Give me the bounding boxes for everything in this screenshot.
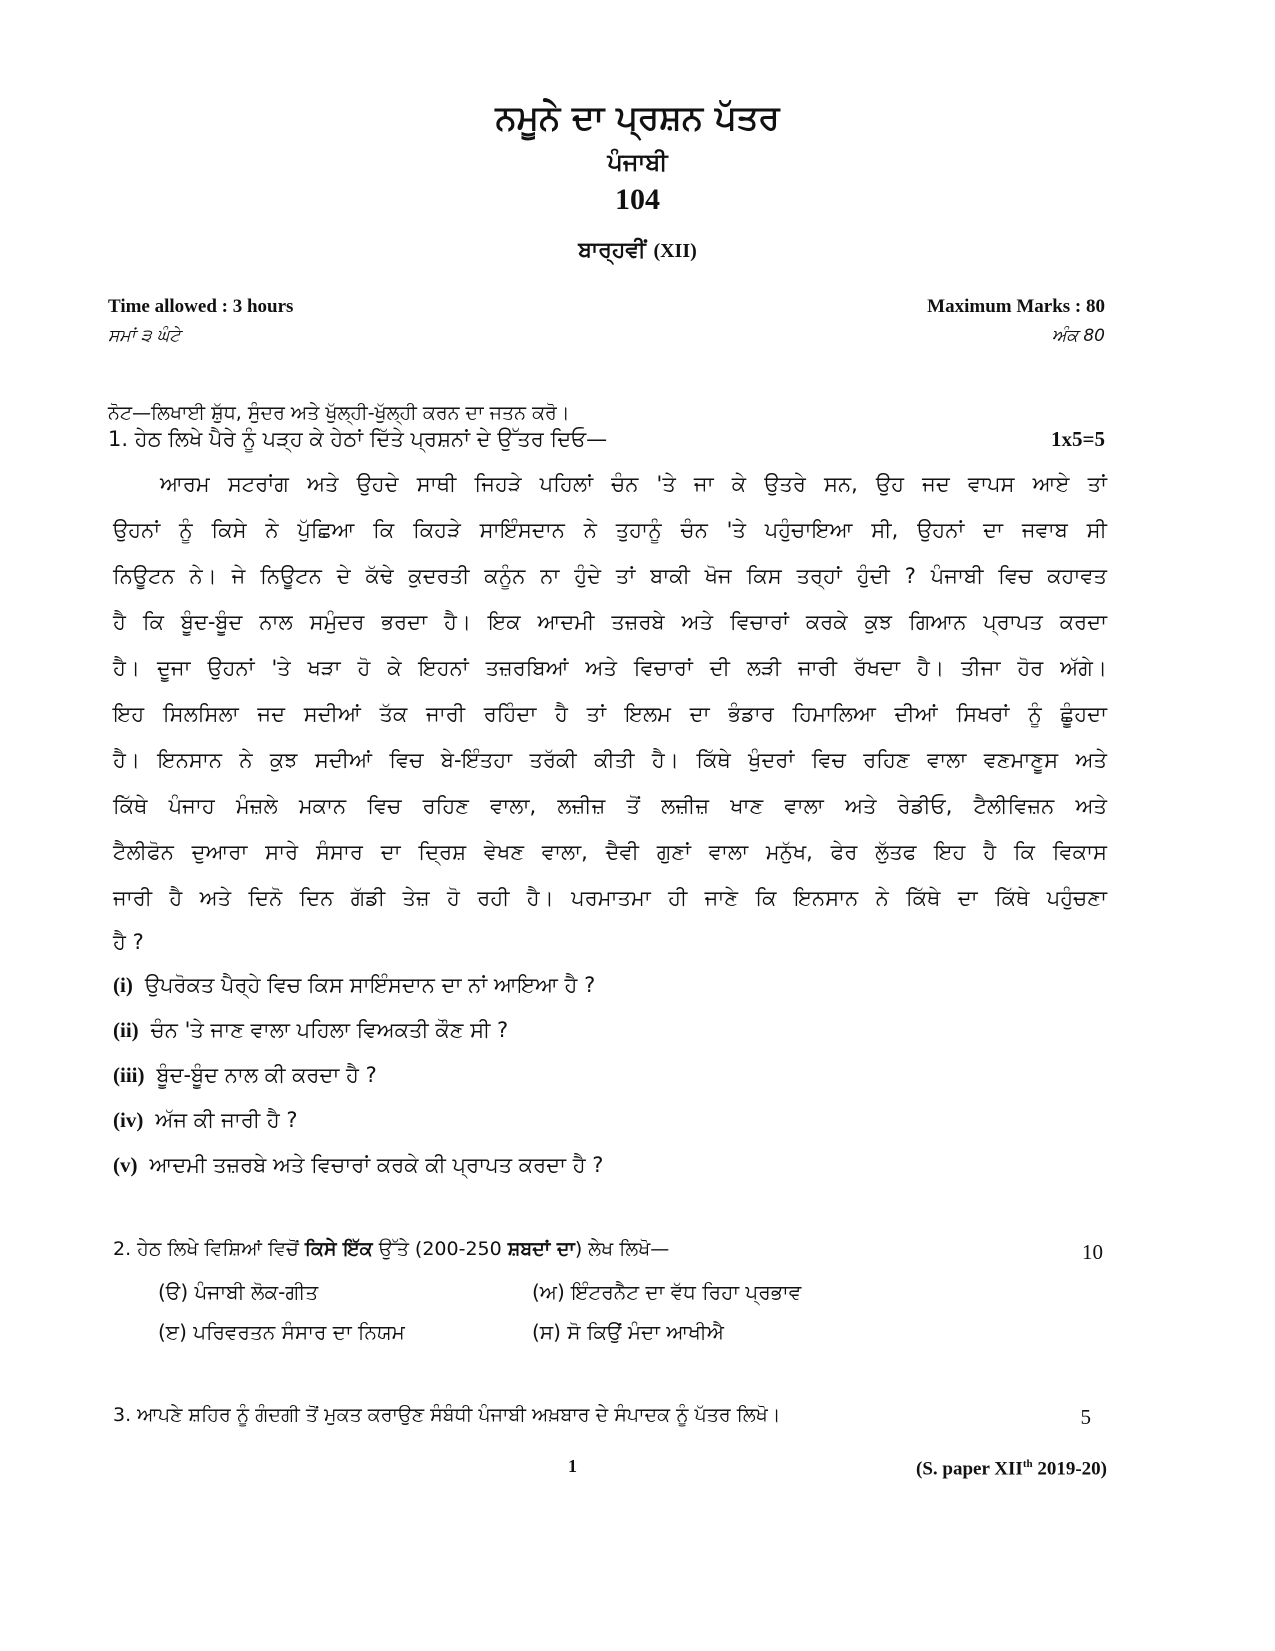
sub-question-number: (ii) bbox=[113, 1018, 139, 1042]
question-2-text: 2. ਹੇਠ ਲਿਖੇ ਵਿਸ਼ਿਆਂ ਵਿਚੋਂ bbox=[113, 1238, 305, 1260]
sub-question-number: (v) bbox=[113, 1153, 138, 1177]
question-1: 1. ਹੇਠ ਲਿਖੇ ਪੈਰੇ ਨੂੰ ਪੜ੍ਹ ਕੇ ਹੇਠਾਂ ਦਿੱਤੇ ਪ੍ਰਸ਼ਨਾਂ ਦੇ ਉੱਤਰ ਦਿਓ— bbox=[108, 427, 608, 451]
question-2-emphasis: ਕਿਸੇ ਇੱਕ bbox=[304, 1238, 373, 1260]
sub-question-text: ਅੱਜ ਕੀ ਜਾਰੀ ਹੈ ? bbox=[155, 1108, 298, 1132]
class-roman: (XII) bbox=[653, 240, 697, 262]
question-2-marks: 10 bbox=[1082, 1240, 1103, 1264]
page-title: ਨਮੂਨੇ ਦਾ ਪ੍ਰਸ਼ਨ ਪੱਤਰ bbox=[495, 98, 780, 138]
time-allowed-pa: ਸਮਾਂ ੩ ਘੰਟੇ bbox=[108, 326, 181, 346]
sub-question-number: (i) bbox=[113, 973, 133, 997]
subject-name: ਪੰਜਾਬੀ bbox=[607, 148, 668, 176]
question-3-marks: 5 bbox=[1080, 1405, 1091, 1429]
essay-option: (ੲ) ਪਰਿਵਰਤਨ ਸੰਸਾਰ ਦਾ ਨਿਯਮ bbox=[158, 1320, 405, 1344]
note: ਨੋਟ—ਲਿਖਾਈ ਸ਼ੁੱਧ, ਸੁੰਦਰ ਅਤੇ ਖੁੱਲ੍ਹੀ-ਖੁੱਲ੍ਹੀ ਕਰਨ ਦਾ ਜਤਨ ਕਰੋ। bbox=[108, 402, 570, 424]
essay-option: (ਸ) ਸੋ ਕਿਉਂ ਮੰਦਾ ਆਖੀਐ bbox=[532, 1320, 724, 1344]
passage-line: ਉਹਨਾਂ ਨੂੰ ਕਿਸੇ ਨੇ ਪੁੱਛਿਆ ਕਿ ਕਿਹੜੇ ਸਾਇੰਸਦਾਨ ਨੇ ਤੁਹਾਨੂੰ ਚੰਨ 'ਤੇ ਪਹੁੰਚਾਇਆ ਸੀ, ਉਹਨਾਂ ਦਾ ਜਵਾਬ ਸੀ bbox=[113, 518, 1107, 542]
paper-label-year: 2019-20) bbox=[1032, 1458, 1107, 1480]
passage-line: ਹੈ ? bbox=[113, 930, 144, 954]
question-2-text: ) ਲੇਖ ਲਿਖੋ— bbox=[574, 1238, 670, 1260]
sub-question-text: ਬੂੰਦ-ਬੂੰਦ ਨਾਲ ਕੀ ਕਰਦਾ ਹੈ ? bbox=[156, 1063, 377, 1087]
passage-line: ਟੈਲੀਫੋਨ ਦੁਆਰਾ ਸਾਰੇ ਸੰਸਾਰ ਦਾ ਦ੍ਰਿਸ਼ ਵੇਖਣ ਵਾਲਾ, ਦੈਵੀ ਗੁਣਾਂ ਵਾਲਾ ਮਨੁੱਖ, ਫੇਰ ਲੁੱਤਫ ਇਹ ਹੈ ਕਿ ਵਿਕਾਸ bbox=[113, 840, 1107, 864]
max-marks-pa: ਅੰਕ 80 bbox=[1051, 326, 1105, 346]
sub-question-text: ਆਦਮੀ ਤਜ਼ਰਬੇ ਅਤੇ ਵਿਚਾਰਾਂ ਕਰਕੇ ਕੀ ਪ੍ਰਾਪਤ ਕਰਦਾ ਹੈ ? bbox=[149, 1153, 604, 1177]
class-label bbox=[0, 238, 1275, 263]
passage-line: ਆਰਮ ਸਟਰਾਂਗ ਅਤੇ ਉਹਦੇ ਸਾਥੀ ਜਿਹੜੇ ਪਹਿਲਾਂ ਚੰਨ 'ਤੇ ਜਾ ਕੇ ਉਤਰੇ ਸਨ, ਉਹ ਜਦ ਵਾਪਸ ਆਏ ਤਾਂ bbox=[160, 472, 1107, 496]
paper-label-text: (S. paper XII bbox=[916, 1458, 1023, 1480]
passage-line: ਨਿਊਟਨ ਨੇ। ਜੇ ਨਿਊਟਨ ਦੇ ਕੱਢੇ ਕੁਦਰਤੀ ਕਨੂੰਨ ਨਾ ਹੁੰਦੇ ਤਾਂ ਬਾਕੀ ਖੋਜ ਕਿਸ ਤਰ੍ਹਾਂ ਹੁੰਦੀ ? ਪੰਜਾਬੀ ਵਿਚ ਕਹਾਵਤ bbox=[113, 564, 1107, 588]
passage-line: ਹੈ ਕਿ ਬੂੰਦ-ਬੂੰਦ ਨਾਲ ਸਮੁੰਦਰ ਭਰਦਾ ਹੈ। ਇਕ ਆਦਮੀ ਤਜ਼ਰਬੇ ਅਤੇ ਵਿਚਾਰਾਂ ਕਰਕੇ ਕੁਝ ਗਿਆਨ ਪ੍ਰਾਪਤ ਕਰਦਾ bbox=[113, 610, 1107, 634]
passage-line: ਹੈ। ਇਨਸਾਨ ਨੇ ਕੁਝ ਸਦੀਆਂ ਵਿਚ ਬੇ-ਇੰਤਹਾ ਤਰੱਕੀ ਕੀਤੀ ਹੈ। ਕਿੱਥੇ ਖੁੰਦਰਾਂ ਵਿਚ ਰਹਿਣ ਵਾਲਾ ਵਣਮਾਣੂਸ ਅਤੇ bbox=[113, 748, 1107, 772]
question-3: 3. ਆਪਣੇ ਸ਼ਹਿਰ ਨੂੰ ਗੰਦਗੀ ਤੋਂ ਮੁਕਤ ਕਰਾਉਣ ਸੰਬੰਧੀ ਪੰਜਾਬੀ ਅਖ਼ਬਾਰ ਦੇ ਸੰਪਾਦਕ ਨੂੰ ਪੱਤਰ ਲਿਖੋ। bbox=[113, 1404, 781, 1426]
time-allowed: Time allowed : 3 hours bbox=[108, 296, 294, 317]
sub-question-text: ਚੰਨ 'ਤੇ ਜਾਣ ਵਾਲਾ ਪਹਿਲਾ ਵਿਅਕਤੀ ਕੌਣ ਸੀ ? bbox=[150, 1018, 509, 1042]
passage-line: ਕਿੱਥੇ ਪੰਜਾਹ ਮੰਜ਼ਲੇ ਮਕਾਨ ਵਿਚ ਰਹਿਣ ਵਾਲਾ, ਲਜ਼ੀਜ਼ ਤੋਂ ਲਜ਼ੀਜ਼ ਖਾਣ ਵਾਲਾ ਅਤੇ ਰੇਡੀਓ, ਟੈਲੀਵਿਜ਼ਨ ਅਤੇ bbox=[113, 794, 1107, 818]
paper-label-sup: th bbox=[1022, 1458, 1033, 1470]
sub-question-text: ਉਪਰੋਕਤ ਪੈਰ੍ਹੇ ਵਿਚ ਕਿਸ ਸਾਇੰਸਦਾਨ ਦਾ ਨਾਂ ਆਇਆ ਹੈ ? bbox=[144, 973, 596, 997]
passage-line: ਇਹ ਸਿਲਸਿਲਾ ਜਦ ਸਦੀਆਂ ਤੱਕ ਜਾਰੀ ਰਹਿੰਦਾ ਹੈ ਤਾਂ ਇਲਮ ਦਾ ਭੰਡਾਰ ਹਿਮਾਲਿਆ ਦੀਆਂ ਸਿਖਰਾਂ ਨੂੰ ਛੂੰਹਦਾ bbox=[113, 702, 1107, 726]
question-2-emphasis: ਸ਼ਬਦਾਂ ਦਾ bbox=[507, 1238, 575, 1260]
question-2 bbox=[113, 1238, 669, 1260]
sub-question bbox=[113, 1018, 508, 1043]
sub-question bbox=[113, 1108, 298, 1133]
sub-question bbox=[113, 973, 595, 998]
sub-question bbox=[113, 1153, 603, 1178]
passage-line: ਹੈ। ਦੂਜਾ ਉਹਨਾਂ 'ਤੇ ਖੜਾ ਹੋ ਕੇ ਇਹਨਾਂ ਤਜ਼ਰਬਿਆਂ ਅਤੇ ਵਿਚਾਰਾਂ ਦੀ ਲੜੀ ਜਾਰੀ ਰੱਖਦਾ ਹੈ। ਤੀਜਾ ਹੋਰ ਅੱਗੇ। bbox=[113, 656, 1107, 680]
essay-option: (ਅ) ਇੰਟਰਨੈਟ ਦਾ ਵੱਧ ਰਿਹਾ ਪ੍ਰਭਾਵ bbox=[532, 1280, 802, 1304]
question-2-text: ਉੱਤੇ (200-250 bbox=[372, 1238, 508, 1260]
sub-question bbox=[113, 1063, 377, 1088]
sub-question-number: (iv) bbox=[113, 1108, 144, 1132]
subject-code: 104 bbox=[615, 183, 660, 216]
max-marks: Maximum Marks : 80 bbox=[927, 296, 1105, 317]
paper-label bbox=[916, 1458, 1107, 1480]
essay-option: (ੳ) ਪੰਜਾਬੀ ਲੋਕ-ਗੀਤ bbox=[158, 1280, 319, 1304]
passage-line: ਜਾਰੀ ਹੈ ਅਤੇ ਦਿਨੋ ਦਿਨ ਗੱਡੀ ਤੇਜ਼ ਹੋ ਰਹੀ ਹੈ। ਪਰਮਾਤਮਾ ਹੀ ਜਾਣੇ ਕਿ ਇਨਸਾਨ ਨੇ ਕਿੱਥੇ ਦਾ ਕਿੱਥੇ ਪਹੁੰਚਣਾ bbox=[113, 886, 1107, 910]
sub-question-number: (iii) bbox=[113, 1063, 145, 1087]
page-number: 1 bbox=[568, 1456, 577, 1476]
class-label-pa: ਬਾਰ੍ਹਵੀਂ bbox=[578, 238, 646, 263]
question-1-marks: 1x5=5 bbox=[1051, 427, 1105, 451]
